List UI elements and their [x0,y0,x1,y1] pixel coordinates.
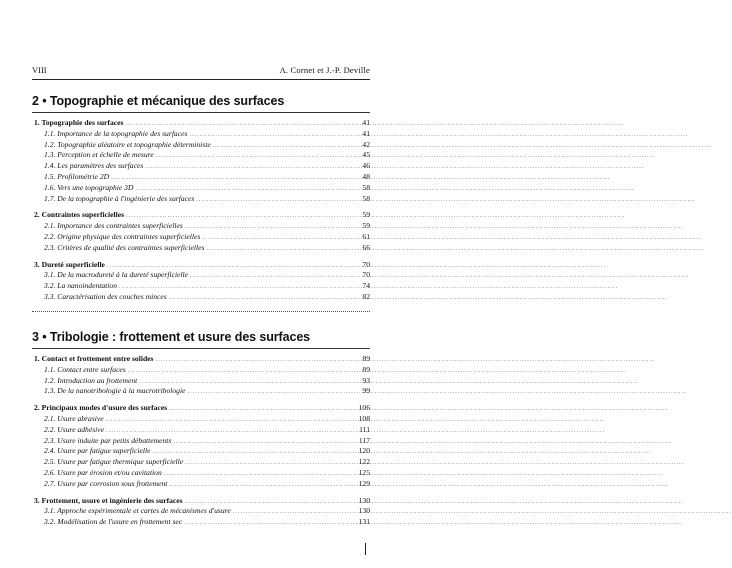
toc-subsection-label: 1.2. Topographie aléatoire et topographie déterministe [44,139,211,149]
toc-subsection-page: 111 [359,424,370,434]
toc-section-label: 1. Topographie des surfaces [34,118,124,127]
toc-subsection[interactable] [32,243,370,254]
toc-section-page: 106 [358,403,370,413]
toc-section[interactable] [32,118,370,129]
toc-section[interactable] [32,496,370,507]
dot-leader [169,404,354,415]
dot-leader [173,437,354,448]
toc-subsection-label: 2.2. Usure adhésive [44,424,105,434]
toc-subsection-label: 2.7. Usure par corrosion sous frottement [44,478,168,488]
toc-section-label: 2. Principaux modes d'usure des surfaces [34,403,168,413]
toc-section-page: 70 [362,259,370,269]
dot-leader [185,458,354,469]
toc-subsection-label: 2.4. Usure par fatigue superficielle [44,446,151,456]
toc-subsection-label: 1.7. De la topographie à l'ingénierie des surfaces [44,193,195,203]
toc-subsection-label: 1.5. Profilométrie 2D [44,171,110,181]
toc-section-label: 2. Contraintes superficielles [34,210,125,220]
toc-subsection-page: 41 [362,128,370,138]
chapter-title-rule [32,112,370,113]
toc-subsection[interactable] [32,292,370,303]
toc-subsection-page: 74 [362,281,370,291]
chapter-title-rule [32,348,370,349]
toc-subsection-label: 3.3. Caractérisation des couches minces [44,291,167,301]
toc-subsection[interactable] [32,479,370,490]
toc-subsection[interactable] [32,140,370,151]
toc-subsection-page: 66 [362,242,370,252]
dot-leader [128,366,354,377]
toc-subsection-label: 2.5. Usure par fatigue thermique superficielle [44,457,184,467]
dot-leader [196,195,354,206]
toc-subsection[interactable] [32,436,370,447]
toc-section-page: 41 [362,118,370,127]
toc-section[interactable] [32,403,370,414]
toc-subsection-label: 1.4. Les paramètres des surfaces [44,161,144,171]
dot-leader [190,271,354,282]
toc-subsection-label: 3.1. De la macrodureté à la dureté superficielle [44,270,189,280]
chapter-title: 2 • Topographie et mécanique des surfaces [32,94,285,108]
toc-subsection[interactable] [32,150,370,161]
toc-subsection-label: 2.6. Usure par érosion et/ou cavitation [44,467,162,477]
toc-subsection-label: 3.2. La nanoindentation [44,281,117,291]
dot-leader [189,130,354,141]
toc-section-page: 89 [362,354,370,363]
toc-subsection-page: 130 [358,506,370,516]
toc-subsection[interactable] [32,129,370,140]
margin-mark [365,543,366,555]
toc-subsection-page: 61 [362,231,370,241]
dot-leader [233,507,354,518]
running-header [32,64,370,76]
dot-leader [156,355,355,366]
toc-subsection-page: 117 [358,435,370,445]
toc-section-page: 130 [358,495,370,505]
dot-leader [145,162,354,173]
toc-subsection[interactable] [32,194,370,205]
toc-subsection-label: 2.2. Origine physique des contraintes superficielles [44,231,201,241]
toc-subsection-page: 89 [362,364,370,374]
dot-leader [169,480,354,491]
chapter-title: 3 • Tribologie : frottement et usure des surfaces [32,330,311,344]
toc-subsection-page: 58 [362,193,370,203]
toc-subsection-label: 1.1. Importance de la topographie des surfaces [44,128,188,138]
toc-subsection-page: 59 [362,221,370,231]
toc-section-label: 1. Contact et frottement entre solides [34,354,154,363]
toc-subsection-label: 3.2. Modélisation de l'usure en frottement sec [44,517,183,527]
toc-subsection-page: 122 [358,457,370,467]
toc-subsection-label: 1.6. Vers une topographie 3D [44,182,134,192]
toc-subsection[interactable] [32,281,370,292]
toc-subsection-page: 58 [362,182,370,192]
toc-subsection[interactable] [32,161,370,172]
toc-subsection[interactable] [32,376,370,387]
toc-section-page: 59 [362,210,370,220]
toc-subsection-page: 131 [358,517,370,527]
dot-leader [206,244,354,255]
toc-section[interactable] [32,260,370,271]
toc-subsection[interactable] [32,457,370,468]
toc-subsection-page: 93 [362,375,370,385]
toc-subsection[interactable] [32,446,370,457]
toc-subsection-label: 2.3. Usure induite par petits débattements [44,435,172,445]
chapter-3-toc [32,330,370,528]
toc-subsection-label: 2.1. Importance des contraintes superficielles [44,221,183,231]
toc-subsection-label: 1.3. Perception et échelle de mesure [44,150,154,160]
toc-subsection-page: 120 [358,446,370,456]
dot-leader [202,233,354,244]
toc-subsection-page: 129 [358,478,370,488]
toc-subsection[interactable] [32,232,370,243]
toc-subsection-label: 1.2. Introduction au frottement [44,375,138,385]
toc-subsection-page: 46 [362,161,370,171]
toc-section[interactable] [32,210,370,221]
toc-subsection-page: 125 [358,467,370,477]
toc-section-label: 3. Frottement, usure et ingénierie des surfaces [34,495,183,505]
dot-leader [185,222,354,233]
toc-subsection[interactable] [32,414,370,425]
dot-leader [164,469,354,480]
toc-subsection[interactable] [32,468,370,479]
toc-section[interactable] [32,354,370,365]
toc-subsection[interactable] [32,183,370,194]
toc-subsection-page: 70 [362,270,370,280]
chapter-separator [32,311,370,312]
running-header-authors: A. Cornet et J.-P. Deville [279,65,370,75]
toc-subsection[interactable] [32,270,370,281]
toc-subsection[interactable] [32,517,370,528]
toc-subsection-page: 99 [362,386,370,396]
toc-subsection-label: 1.3. De la nanotribologie à la macrotribologie [44,386,186,396]
toc-subsection[interactable] [32,386,370,397]
toc-subsection-label: 1.1. Contact entre surfaces [44,364,126,374]
dot-leader [187,387,354,398]
toc-subsection-label: 3.1. Approche expérimentale et cartes de mécanismes d'usure [44,506,231,516]
toc-subsection-page: 82 [362,291,370,301]
chapter-2-toc [32,94,370,303]
dot-leader [213,141,354,152]
toc-section-label: 3. Dureté superficielle [34,259,105,269]
toc-subsection[interactable] [32,425,370,436]
toc-subsection-label: 2.3. Critères de qualité des contraintes superficielles [44,242,205,252]
dot-leader [169,293,354,304]
toc-subsection-page: 48 [362,171,370,181]
toc-subsection[interactable] [32,365,370,376]
toc-subsection[interactable] [32,221,370,232]
page-number: VIII [32,65,47,75]
toc-subsection-label: 2.1. Usure abrasive [44,413,104,423]
toc-subsection[interactable] [32,506,370,517]
toc-subsection-page: 45 [362,150,370,160]
toc-subsection-page: 42 [362,139,370,149]
header-rule [32,79,370,80]
dot-leader [111,173,354,184]
dot-leader [156,151,354,162]
toc-subsection[interactable] [32,172,370,183]
toc-subsection-page: 108 [358,413,370,423]
dot-leader [184,518,354,529]
dot-leader [106,415,354,426]
